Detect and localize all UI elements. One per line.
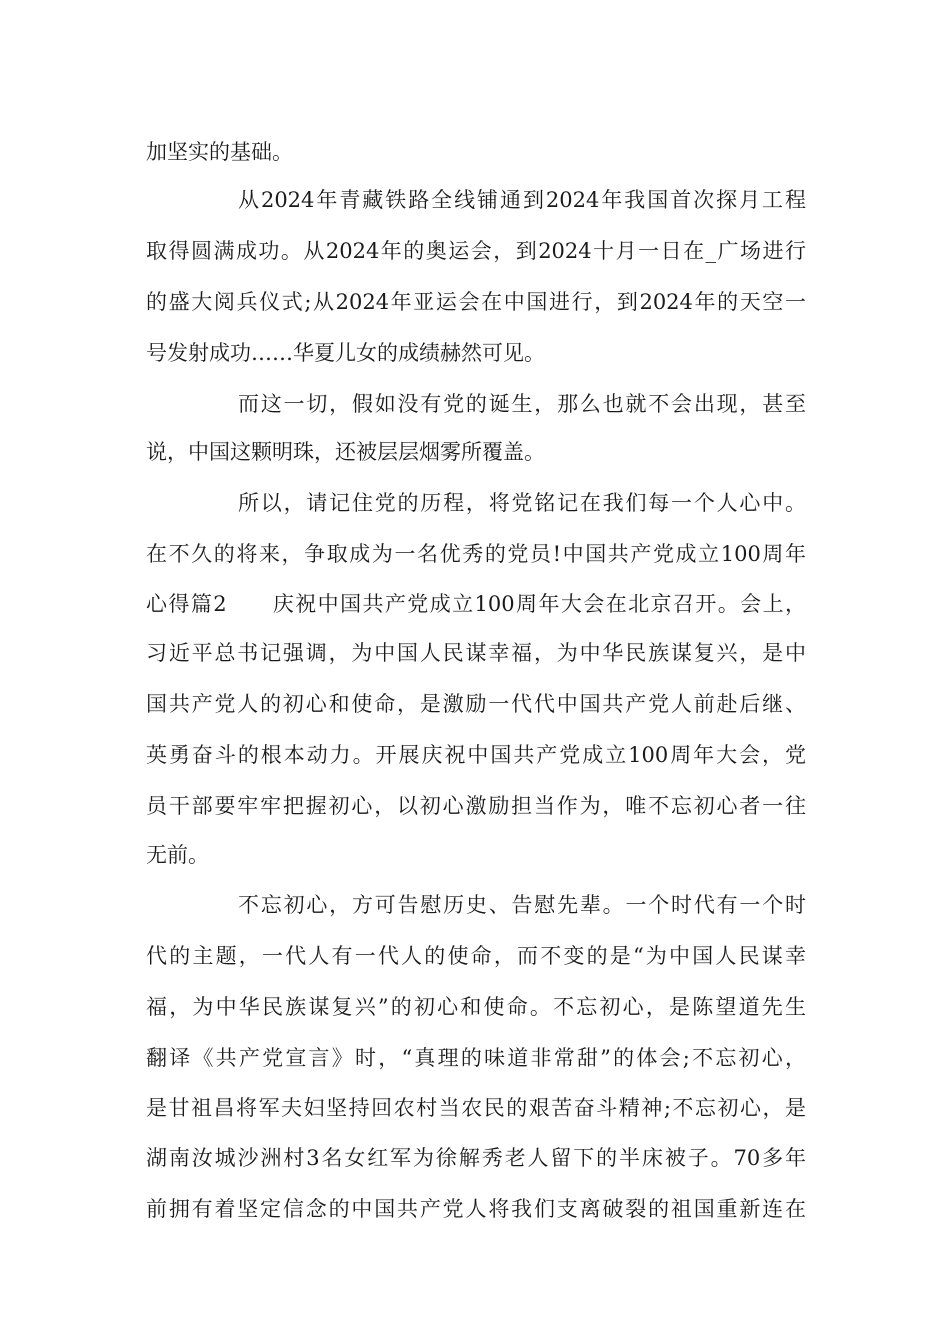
text-line: 湖南汝城沙洲村3名女红军为徐解秀老人留下的半床被子。70多年 [146,1146,806,1170]
text-line: 习近平总书记强调，为中国人民谋幸福，为中华民族谋复兴，是中 [146,641,806,665]
text-line: 加坚实的基础。 [146,140,293,164]
text-line: 取得圆满成功。从2024年的奥运会，到2024十月一日在_广场进行 [146,239,806,263]
text-line: 员干部要牢牢把握初心，以初心激励担当作为，唯不忘初心者一往 [146,794,806,818]
text-line: 英勇奋斗的根本动力。开展庆祝中国共产党成立100周年大会，党 [146,743,806,767]
text-line: 是甘祖昌将军夫妇坚持回农村当农民的艰苦奋斗精神;不忘初心，是 [146,1096,806,1120]
text-line: 福，为中华民族谋复兴”的初心和使命。不忘初心，是陈望道先生 [146,995,806,1019]
text-line: 所以，请记住党的历程，将党铭记在我们每一个人心中。 [238,491,806,515]
text-line: 前拥有着坚定信念的中国共产党人将我们支离破裂的祖国重新连在 [146,1197,806,1221]
text-line: 的盛大阅兵仪式;从2024年亚运会在中国进行，到2024年的天空一 [146,290,806,314]
text-line: 翻译《共产党宣言》时，“真理的味道非常甜”的体会;不忘初心， [146,1046,806,1070]
text-line: 从2024年青藏铁路全线铺通到2024年我国首次探月工程 [238,188,806,212]
text-line: 无前。 [146,843,209,867]
text-line: 在不久的将来，争取成为一名优秀的党员!中国共产党成立100周年 [146,542,806,566]
text-line: 代的主题，一代人有一代人的使命，而不变的是“为中国人民谋幸 [146,944,806,968]
text-line: 国共产党人的初心和使命，是激励一代代中国共产党人前赴后继、 [146,692,806,716]
text-line: 不忘初心，方可告慰历史、告慰先辈。一个时代有一个时 [238,893,806,917]
text-line: 说，中国这颗明珠，还被层层烟雾所覆盖。 [146,440,545,464]
text-line: 号发射成功……华夏儿女的成绩赫然可见。 [146,341,545,365]
text-line: 而这一切，假如没有党的诞生，那么也就不会出现，甚至 [238,392,806,416]
text-line: 心得篇2 庆祝中国共产党成立100周年大会在北京召开。会上， [146,592,806,616]
